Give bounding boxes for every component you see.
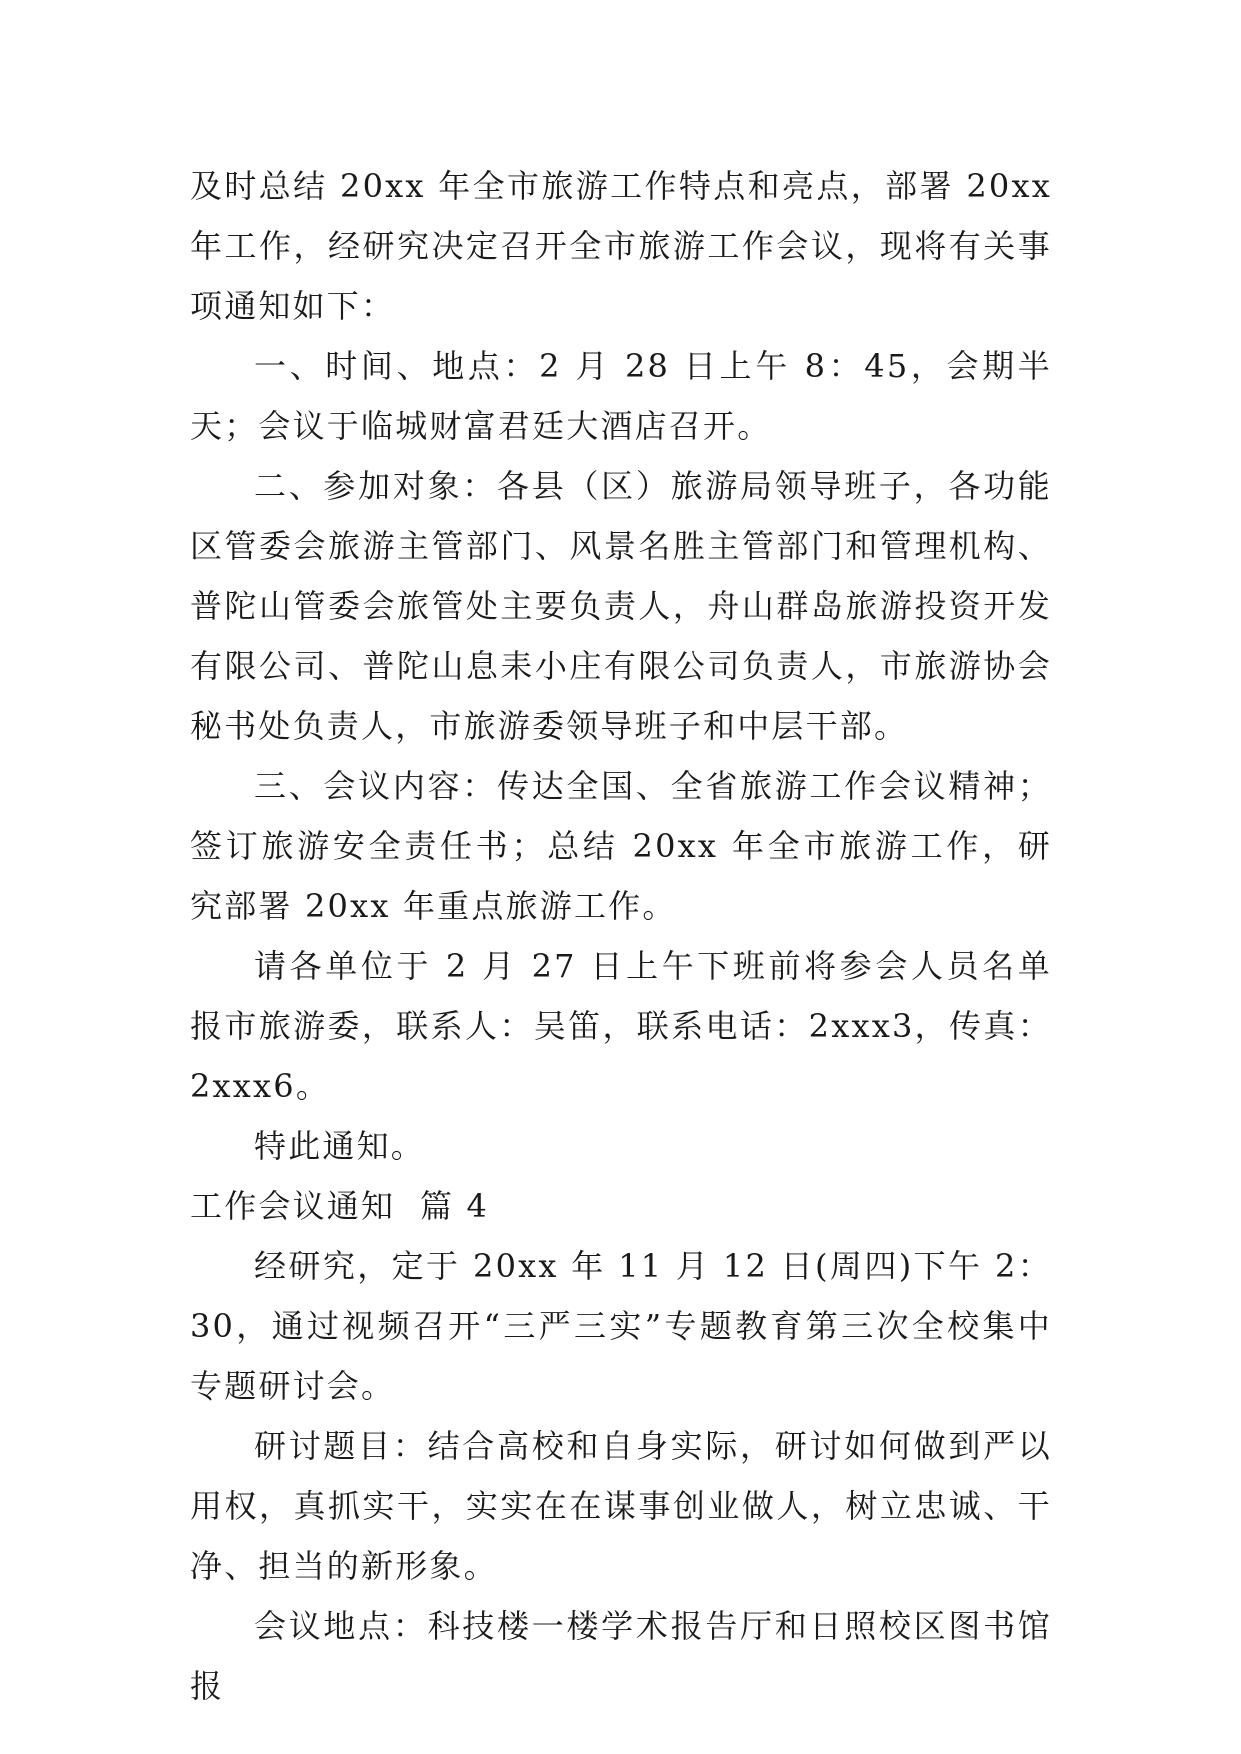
document-body <box>190 156 1052 1716</box>
paragraph-participants: 二、参加对象：各县（区）旅游局领导班子，各功能区管委会旅游主管部门、风景名胜主管部门和管理机构、普陀山管委会旅管处主要负责人，舟山群岛旅游投资开发有限公司、普陀山息耒小庄有限公司负责人，市旅游协会秘书处负责人，市旅游委领导班子和中层干部。 <box>190 467 1052 745</box>
paragraph-notice-end: 特此通知。 <box>254 1127 426 1165</box>
paragraph-intro: 及时总结 20xx 年全市旅游工作特点和亮点，部署 20xx 年工作，经研究决定召开全市旅游工作会议，现将有关事项通知如下： <box>190 167 1052 325</box>
paragraph-location: 会议地点：科技楼一楼学术报告厅和日照校区图书馆报 <box>190 1607 1052 1705</box>
paragraph-topic: 研讨题目：结合高校和自身实际，研讨如何做到严以用权，真抓实干，实实在在谋事创业做人，树立忠诚、干净、担当的新形象。 <box>190 1427 1052 1585</box>
paragraph-submit-list: 请各单位于 2 月 27 日上午下班前将参会人员名单报市旅游委，联系人：吴笛，联系电话：2xxx3，传真：2xxx6。 <box>190 947 1052 1105</box>
paragraph-meeting-content: 三、会议内容：传达全国、全省旅游工作会议精神；签订旅游安全责任书；总结 20xx 年全市旅游工作，研究部署 20xx 年重点旅游工作。 <box>190 767 1052 925</box>
paragraph-research: 经研究，定于 20xx 年 11 月 12 日(周四)下午 2：30，通过视频召开“三严三实”专题教育第三次全校集中专题研讨会。 <box>190 1247 1052 1405</box>
paragraph-time-place: 一、时间、地点：2 月 28 日上午 8：45，会期半天；会议于临城财富君廷大酒店召开。 <box>190 347 1052 445</box>
section-heading: 工作会议通知 篇 4 <box>190 1187 490 1225</box>
